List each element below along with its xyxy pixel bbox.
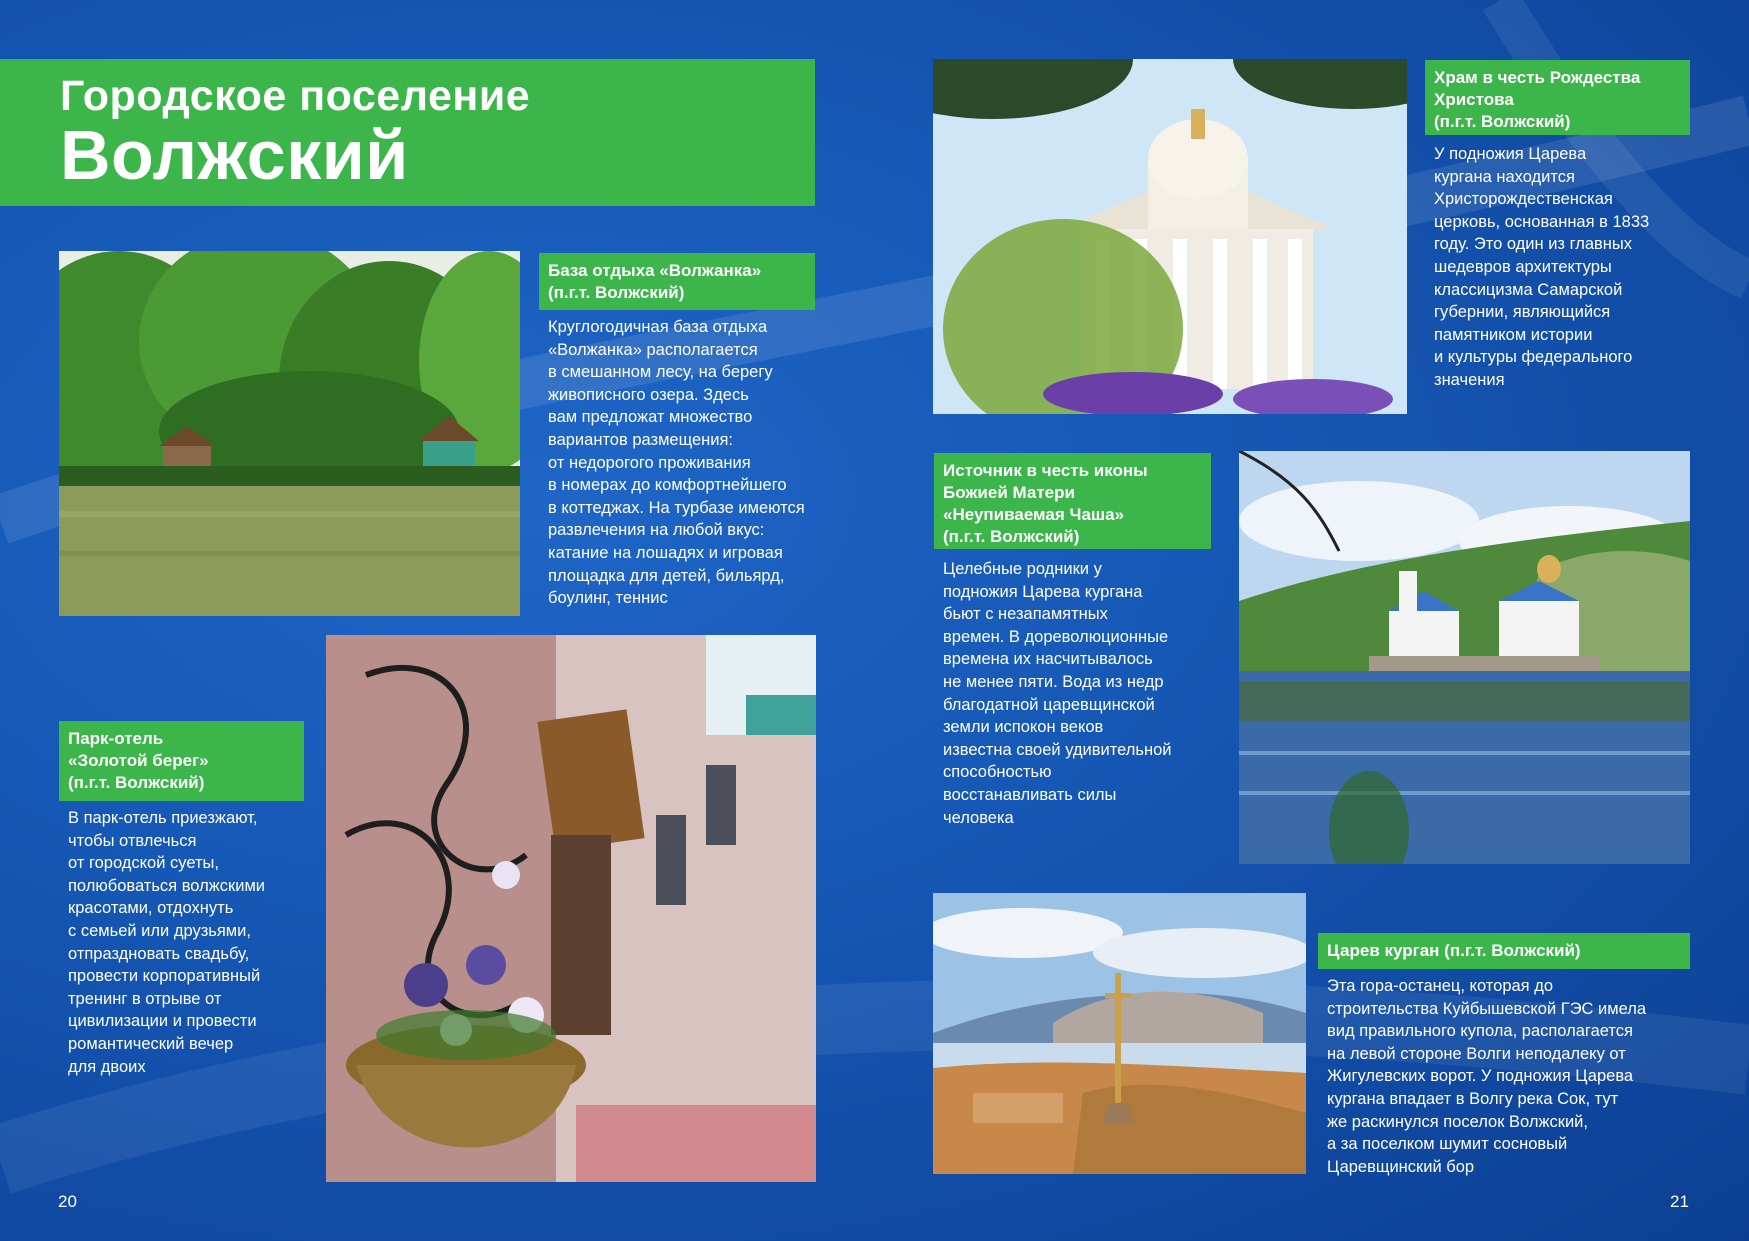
istochnik-label: Источник в честь иконы Божией Матери «Неупиваемая Чаша» (п.г.т. Волжский) [934,453,1211,549]
title-line-1: Городское поселение [60,72,531,120]
hram-label: Храм в честь Рождества Христова (п.г.т. Волжский) [1425,60,1690,135]
title-line-2: Волжский [60,116,409,194]
page-number-right: 21 [1670,1192,1689,1211]
page-title-banner [0,59,815,206]
zolotoy-bereg-description: В парк-отель приезжают, чтобы отвлечься от городской суеты, полюбоваться волжскими красотами, отдохнуть с семьей или друзьями, отпраздновать свадьбу, провести корпоративный тренинг в отрыве от цивилизации и провести романтический вечер для двоих [68,809,266,1076]
zolotoy-bereg-photo [326,635,816,1182]
kurgan-description: Эта гора-останец, которая до строительства Куйбышевской ГЭС имела вид правильного купола, располагается на левой стороне Волги неподалеку от Жигулевских ворот. У подножия Царева кургана впадает в Волгу река Сок, тут же раскинулся поселок Волжский, а за поселком шумит сосновый Царевщинский бор [1327,977,1647,1176]
hram-description: У подножия Царева кургана находится Христорождественская церковь, основанная в 1833 году. Это один из главных шедевров архитектуры классицизма Самарской губернии, являющийся памятником истории и культуры федерального значения [1434,145,1650,389]
kurgan-photo [933,893,1306,1174]
istochnik-photo [1239,451,1690,864]
kurgan-label: Царев курган (п.г.т. Волжский) [1318,933,1690,969]
hram-photo [933,59,1407,414]
zolotoy-bereg-label: Парк-отель «Золотой берег» (п.г.т. Волжский) [59,721,304,801]
volzhanka-photo [59,251,520,616]
volzhanka-label: База отдыха «Волжанка» (п.г.т. Волжский) [539,253,815,310]
volzhanka-description: Круглогодичная база отдыха «Волжанка» располагается в смешанном лесу, на берегу живописного озера. Здесь вам предложат множество вариантов размещения: от недорогого проживания в номерах до комфортнейшего в коттеджах. На турбазе имеются развлечения на любой вкус: катание на лошадях и игровая площадка для детей, бильярд, боулинг, теннис [548,318,805,608]
istochnik-description: Целебные родники у подножия Царева кургана бьют с незапамятных времен. В дореволюционные времена их насчитывалось не менее пяти. Вода из недр благодатной царевщинской земли испокон веков известна своей удивительной способностью восстанавливать силы человека [943,560,1172,827]
page-number-left: 20 [58,1192,77,1211]
